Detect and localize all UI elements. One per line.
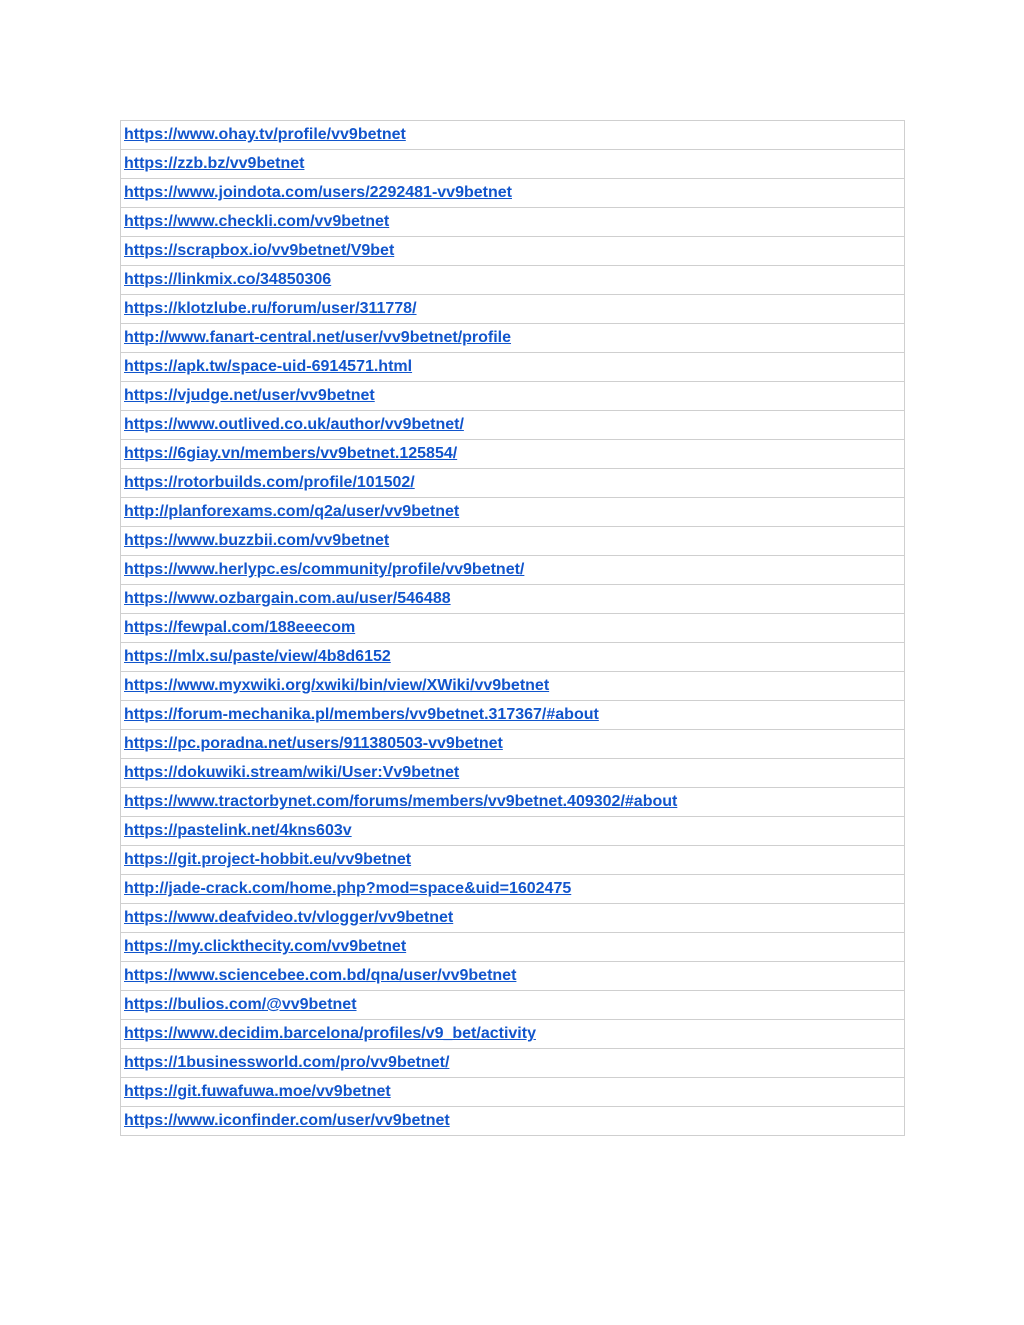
table-cell xyxy=(121,846,905,875)
table-row xyxy=(121,585,905,614)
profile-link[interactable]: https://www.ozbargain.com.au/user/546488 xyxy=(124,590,451,607)
profile-link[interactable]: https://www.joindota.com/users/2292481-vv9betnet xyxy=(124,184,512,201)
table-cell xyxy=(121,962,905,991)
profile-link[interactable]: https://www.herlypc.es/community/profile/vv9betnet/ xyxy=(124,561,525,578)
profile-link[interactable]: https://www.iconfinder.com/user/vv9betnet xyxy=(124,1112,450,1129)
table-row xyxy=(121,324,905,353)
table-row xyxy=(121,382,905,411)
profile-link[interactable]: https://pc.poradna.net/users/911380503-vv9betnet xyxy=(124,735,503,752)
profile-link[interactable]: https://fewpal.com/188eeecom xyxy=(124,619,356,636)
table-row xyxy=(121,556,905,585)
profile-link[interactable]: http://planforexams.com/q2a/user/vv9betnet xyxy=(124,503,460,520)
profile-link[interactable]: https://linkmix.co/34850306 xyxy=(124,271,332,288)
table-row xyxy=(121,614,905,643)
link-table xyxy=(120,120,905,1136)
profile-link[interactable]: https://www.myxwiki.org/xwiki/bin/view/XWiki/vv9betnet xyxy=(124,677,550,694)
table-row xyxy=(121,266,905,295)
profile-link[interactable]: https://www.ohay.tv/profile/vv9betnet xyxy=(124,126,406,143)
profile-link[interactable]: https://www.tractorbynet.com/forums/members/vv9betnet.409302/#about xyxy=(124,793,678,810)
profile-link[interactable]: https://www.buzzbii.com/vv9betnet xyxy=(124,532,390,549)
profile-link[interactable]: https://scrapbox.io/vv9betnet/V9bet xyxy=(124,242,395,259)
profile-link[interactable]: https://forum-mechanika.pl/members/vv9betnet.317367/#about xyxy=(124,706,599,723)
table-row xyxy=(121,643,905,672)
table-row xyxy=(121,759,905,788)
table-cell xyxy=(121,295,905,324)
table-cell xyxy=(121,179,905,208)
table-cell xyxy=(121,1107,905,1136)
table-row xyxy=(121,150,905,179)
table-row xyxy=(121,237,905,266)
profile-link[interactable]: https://bulios.com/@vv9betnet xyxy=(124,996,357,1013)
table-row xyxy=(121,469,905,498)
table-cell xyxy=(121,440,905,469)
profile-link[interactable]: https://www.checkli.com/vv9betnet xyxy=(124,213,390,230)
table-cell xyxy=(121,991,905,1020)
table-row xyxy=(121,1049,905,1078)
profile-link[interactable]: https://vjudge.net/user/vv9betnet xyxy=(124,387,375,404)
table-cell xyxy=(121,150,905,179)
profile-link[interactable]: http://jade-crack.com/home.php?mod=space&uid=1602475 xyxy=(124,880,572,897)
table-row xyxy=(121,295,905,324)
table-cell xyxy=(121,498,905,527)
table-cell xyxy=(121,817,905,846)
table-cell xyxy=(121,353,905,382)
table-cell xyxy=(121,121,905,150)
table-cell xyxy=(121,1078,905,1107)
table-cell xyxy=(121,527,905,556)
profile-link[interactable]: https://git.fuwafuwa.moe/vv9betnet xyxy=(124,1083,391,1100)
profile-link[interactable]: https://pastelink.net/4kns603v xyxy=(124,822,352,839)
table-row xyxy=(121,498,905,527)
profile-link[interactable]: https://www.outlived.co.uk/author/vv9betnet/ xyxy=(124,416,464,433)
table-cell xyxy=(121,875,905,904)
table-row xyxy=(121,788,905,817)
table-row xyxy=(121,179,905,208)
table-row xyxy=(121,875,905,904)
table-cell xyxy=(121,266,905,295)
table-row xyxy=(121,1020,905,1049)
table-cell xyxy=(121,788,905,817)
table-row xyxy=(121,991,905,1020)
table-row xyxy=(121,730,905,759)
table-cell xyxy=(121,324,905,353)
profile-link[interactable]: https://git.project-hobbit.eu/vv9betnet xyxy=(124,851,412,868)
profile-link[interactable]: https://www.decidim.barcelona/profiles/v9_bet/activity xyxy=(124,1025,536,1042)
table-cell xyxy=(121,237,905,266)
table-cell xyxy=(121,382,905,411)
profile-link[interactable]: https://apk.tw/space-uid-6914571.html xyxy=(124,358,413,375)
table-cell xyxy=(121,701,905,730)
table-cell xyxy=(121,672,905,701)
table-cell xyxy=(121,585,905,614)
profile-link[interactable]: https://www.deafvideo.tv/vlogger/vv9betnet xyxy=(124,909,454,926)
table-row xyxy=(121,933,905,962)
profile-link[interactable]: https://www.sciencebee.com.bd/qna/user/vv9betnet xyxy=(124,967,517,984)
table-row xyxy=(121,904,905,933)
table-cell xyxy=(121,469,905,498)
table-cell xyxy=(121,556,905,585)
table-row xyxy=(121,962,905,991)
table-cell xyxy=(121,411,905,440)
table-cell xyxy=(121,904,905,933)
table-cell xyxy=(121,933,905,962)
table-row xyxy=(121,846,905,875)
profile-link[interactable]: https://rotorbuilds.com/profile/101502/ xyxy=(124,474,415,491)
profile-link[interactable]: https://6giay.vn/members/vv9betnet.125854/ xyxy=(124,445,458,462)
table-row xyxy=(121,817,905,846)
profile-link[interactable]: https://dokuwiki.stream/wiki/User:Vv9betnet xyxy=(124,764,460,781)
table-row xyxy=(121,353,905,382)
profile-link[interactable]: https://mlx.su/paste/view/4b8d6152 xyxy=(124,648,391,665)
table-row xyxy=(121,440,905,469)
table-row xyxy=(121,411,905,440)
table-cell xyxy=(121,759,905,788)
table-row xyxy=(121,1078,905,1107)
table-cell xyxy=(121,208,905,237)
table-row xyxy=(121,1107,905,1136)
profile-link[interactable]: https://zzb.bz/vv9betnet xyxy=(124,155,305,172)
profile-link[interactable]: https://my.clickthecity.com/vv9betnet xyxy=(124,938,407,955)
table-row xyxy=(121,121,905,150)
table-cell xyxy=(121,730,905,759)
table-cell xyxy=(121,643,905,672)
profile-link[interactable]: https://1businessworld.com/pro/vv9betnet/ xyxy=(124,1054,450,1071)
table-row xyxy=(121,527,905,556)
profile-link[interactable]: http://www.fanart-central.net/user/vv9betnet/profile xyxy=(124,329,512,346)
table-row xyxy=(121,672,905,701)
table-cell xyxy=(121,1020,905,1049)
table-row xyxy=(121,208,905,237)
table-row xyxy=(121,701,905,730)
table-cell xyxy=(121,614,905,643)
profile-link[interactable]: https://klotzlube.ru/forum/user/311778/ xyxy=(124,300,417,317)
table-cell xyxy=(121,1049,905,1078)
